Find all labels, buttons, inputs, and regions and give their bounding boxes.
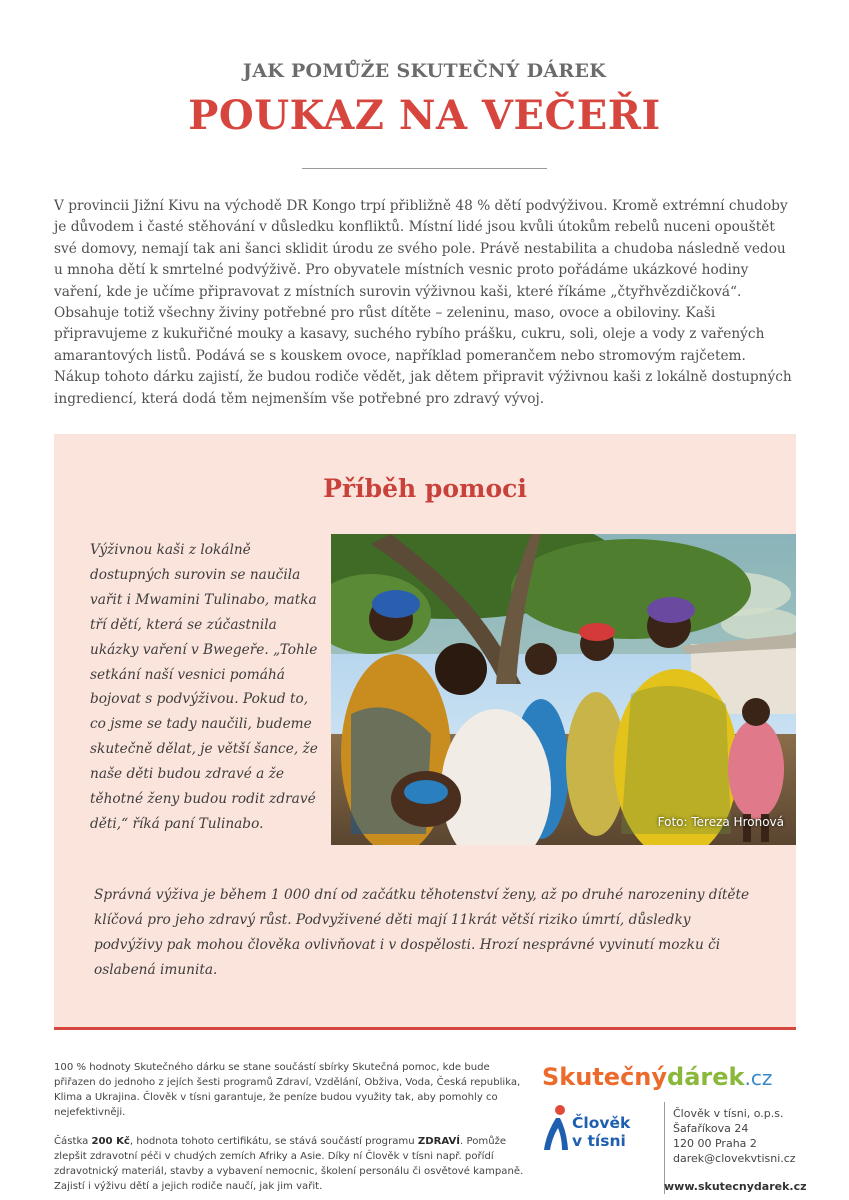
- story-photo: [331, 534, 796, 845]
- brand-part-3: .cz: [744, 1066, 773, 1090]
- page-pretitle: JAK POMŮŽE SKUTEČNÝ DÁREK: [242, 60, 607, 82]
- address-line: 120 00 Praha 2: [673, 1137, 757, 1150]
- address-line: Šafaříkova 24: [673, 1122, 749, 1135]
- website-link[interactable]: www.skutecnydarek.cz: [664, 1180, 807, 1193]
- photo-illustration: [331, 534, 796, 845]
- story-title: Příběh pomoci: [323, 474, 527, 503]
- nutrition-paragraph: Správná výživa je během 1 000 dní od začátku těhotenství ženy, až po druhé narozeniny dítěte klíčová pro jeho zdravý růst. Podvyživené děti mají 11krát větší riziko úmrtí, důsledky podvýživy pak mohou člověka ovlivňovat i v dospělosti. Hrozí nesprávné vyvinutí mozku či oslabená imunita.: [94, 887, 750, 978]
- logo-line-2: v tísni: [572, 1132, 626, 1150]
- contact-address: [673, 1106, 796, 1166]
- footer-paragraph-1: 100 % hodnoty Skutečného dárku se stane součástí sbírky Skutečná pomoc, kde bude přiřazen do jednoho z jejích šesti programů Zdraví, Vzdělání, Obživa, Voda, Česká republika, Klima a Ukrajina. Člověk v tísni garantuje, že peníze budou využity tak, aby pomohly co nejefektivněji.: [54, 1062, 521, 1118]
- footer-p2-text-a: Částka: [54, 1136, 92, 1147]
- page-title: POUKAZ NA VEČEŘI: [188, 92, 661, 139]
- brand-part-1: Skutečný: [542, 1063, 668, 1091]
- brand-logo: [542, 1063, 772, 1091]
- title-divider: [302, 168, 547, 169]
- footer-p2-text-c: . Pomůže zlepšit zdravotní péči v chudých zemích Afriky a Asie. Díky ní Člověk v tísni např. pořídí zdravotnický materiál, stavby a vybavení nemocnic, školení personálu či osvětové kampaně. Zajistí i výživu dětí a jejich rodiče naučí, jak jim vařit.: [54, 1136, 524, 1192]
- brand-part-2: dárek: [667, 1063, 745, 1091]
- logo-line-1: Člověk: [572, 1114, 631, 1132]
- clovek-v-tisni-name: [572, 1114, 630, 1150]
- address-line: Člověk v tísni, o.p.s.: [673, 1107, 784, 1120]
- footer-amount: 200 Kč: [91, 1136, 130, 1147]
- contact-email[interactable]: darek@clovekvtisni.cz: [673, 1152, 796, 1165]
- footer-p2-text-b: , hodnota tohoto certifikátu, se stává součástí programu: [129, 1136, 418, 1147]
- story-quote: Výživnou kaši z lokálně dostupných surovin se naučila vařit i Mwamini Tulinabo, matka tří dětí, která se zúčastnila ukázky vaření v Bwegeře. „Tohle setkání naší vesnici pomáhá bojovat s podvýživou. Pokud to, co jsme se tady naučili, budeme skutečně dělat, je větší šance, že naše děti budou zdravé a že těhotné ženy budou rodit zdravé děti,“ říká paní Tulinabo.: [90, 542, 318, 832]
- photo-credit: Foto: Tereza Hronová: [657, 815, 784, 829]
- footer-info: [54, 1060, 528, 1194]
- footer-program: ZDRAVÍ: [417, 1136, 461, 1147]
- story-bottom-border: [54, 1027, 796, 1030]
- footer-paragraph-2: [54, 1134, 528, 1194]
- person-logo-icon: [542, 1104, 570, 1152]
- intro-paragraph: V provincii Jižní Kivu na východě DR Kongo trpí přibližně 48 % dětí podvýživou. Kromě extrémní chudoby je důvodem i časté stěhování v důsledku konfliktů. Místní lidé jsou kvůli útokům rebelů nuceni opouštět své domovy, nemají tak ani šanci sklidit úrodu ze svého pole. Právě nestabilita a chudoba následně vedou u mnoha dětí k smrtelné podvýživě. Pro obyvatele místních vesnic proto pořádáme ukázkové hodiny vaření, kde je učíme připravovat z místních surovin výživnou kaši, které říkáme „čtyřhvězdičková“. Obsahuje totiž všechny živiny potřebné pro růst dítěte – zeleninu, maso, ovoce a obiloviny. Kaši připravujeme z kukuřičné mouky a kasavy, suchého rybího prášku, cukru, soli, oleje a vody z vařených amarantových listů. Podává se s kouskem ovoce, například pomerančem nebo stromovým rajčetem. Nákup tohoto dárku zajistí, že budou rodiče vědět, jak dětem připravit výživnou kaši z lokálně dostupných ingrediencí, která dodá těm nejmenším vše potřebné pro zdravý vývoj.: [54, 198, 792, 407]
